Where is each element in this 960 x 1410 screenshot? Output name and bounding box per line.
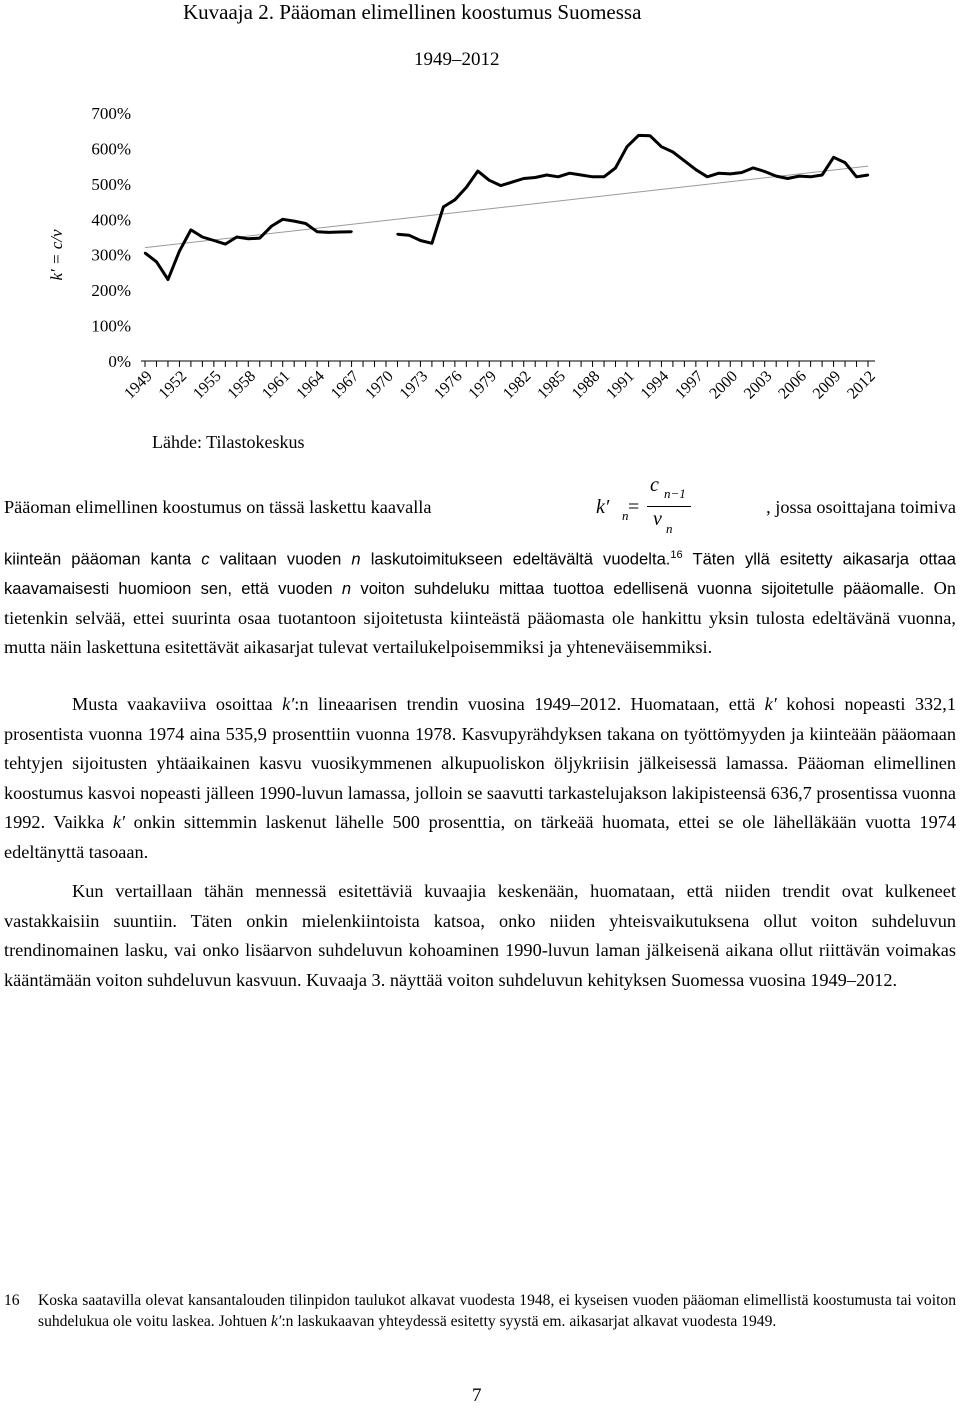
formula-lead-text: Pääoman elimellinen koostumus on tässä laskettu kaavalla <box>4 497 432 517</box>
data-point <box>178 250 180 252</box>
data-point <box>500 184 502 186</box>
x-tick-label: 1985 <box>534 367 569 403</box>
x-tick-label: 1994 <box>637 367 673 403</box>
data-point <box>683 160 685 162</box>
x-tick-label: 1949 <box>121 367 156 403</box>
data-point <box>832 156 834 158</box>
data-point <box>741 171 743 173</box>
x-tick-label: 1991 <box>603 367 638 403</box>
data-point <box>465 186 467 188</box>
data-point <box>764 170 766 172</box>
data-point <box>855 176 857 178</box>
data-point <box>775 175 777 177</box>
x-tick-label: 1952 <box>155 367 191 403</box>
data-point <box>339 231 341 233</box>
x-tick-label: 2003 <box>740 367 776 403</box>
data-point <box>637 134 639 136</box>
y-tick-label: 700% <box>91 104 131 123</box>
data-point <box>786 177 788 179</box>
formula-numerator-subscript: n−1 <box>664 486 686 501</box>
data-point <box>867 174 869 176</box>
data-point <box>316 230 318 232</box>
data-point <box>557 176 559 178</box>
data-point <box>660 145 662 147</box>
y-tick-label: 100% <box>91 316 131 336</box>
y-tick-label: 200% <box>91 281 131 301</box>
data-point <box>213 239 215 241</box>
data-point <box>706 176 708 178</box>
formula-row <box>4 474 956 540</box>
data-point <box>454 199 456 201</box>
data-point <box>327 231 329 233</box>
footnote-ref: 16 <box>670 549 683 561</box>
x-tick-label: 1979 <box>465 367 501 403</box>
y-tick-label: 500% <box>91 174 131 194</box>
data-point <box>155 261 157 263</box>
fraction-bar <box>647 506 691 507</box>
x-tick-label: 1967 <box>327 367 363 403</box>
data-point <box>603 176 605 178</box>
y-axis-label: k′ = c/v <box>47 229 66 281</box>
data-point <box>144 252 146 254</box>
data-point <box>523 177 525 179</box>
formula-numerator: c <box>650 474 659 496</box>
data-point <box>580 174 582 176</box>
data-point <box>190 229 192 231</box>
data-point <box>247 238 249 240</box>
data-point <box>649 134 651 136</box>
data-point <box>752 167 754 169</box>
formula-denominator: v <box>653 508 662 530</box>
x-tick-label: 1958 <box>224 367 260 403</box>
x-tick-label: 2009 <box>809 367 845 403</box>
y-tick-label: 600% <box>91 139 131 159</box>
data-point <box>293 220 295 222</box>
data-point <box>201 236 203 238</box>
x-tick-label: 1988 <box>568 367 604 403</box>
x-tick-label: 1955 <box>190 367 225 403</box>
data-point <box>270 225 272 227</box>
data-point <box>545 174 547 176</box>
footnote-text: Koska saatavilla olevat kansantalouden tilinpidon taulukot alkavat vuodesta 1948, ei kyseisen vuoden pääoman elimellistä koostumusta tai voiton suhdelukua ole voitu laskea. Johtuen k′:n laskukaavan yhteydessä esitetty syystä em. aikasarjat alkavat vuodesta 1949. <box>38 1292 956 1330</box>
data-point <box>511 181 513 183</box>
body-paragraph-2: Musta vaakaviiva osoittaa k′:n lineaarisen trendin vuosina 1949–2012. Huomataan, että k′ kohosi nopeasti 332,1 prosentista vuonna 1974 aina 535,9 prosenttiin vuonna 1978. Kasvupyrähdyksen takana on työttömyyden ja kiinteään pääomaan tehtyjen sijoitusten yhtäaikainen kasvu vuosikymmenen alkupuoliskon öljykriisin jälkeisessä lamassa. Pääoman elimellinen koostumus kasvoi nopeasti jälleen 1990-luvun lamassa, jolloin se saavutti tarkastelujakson lakipisteensä 636,7 prosentissa vuonna 1992. Vaikka k′ onkin sittemmin laskenut lähelle 500 prosenttia, on tärkeää huomata, ettei se ole lähelläkään vuotta 1974 edeltänyttä tasoaan. <box>4 694 957 862</box>
y-tick-label: 300% <box>91 245 131 265</box>
trend-line <box>145 166 868 247</box>
data-point <box>236 236 238 238</box>
y-tick-label: 400% <box>91 210 131 230</box>
x-tick-label: 1973 <box>396 367 432 403</box>
capital-composition-chart <box>0 80 960 430</box>
x-tick-label: 1961 <box>258 367 294 403</box>
formula-equals: = <box>628 496 640 518</box>
formula-tail-text: , jossa osoittajana toimiva <box>766 497 956 517</box>
series-line <box>398 135 869 243</box>
data-point <box>167 278 169 280</box>
x-tick-label: 2000 <box>706 367 742 403</box>
data-point <box>568 172 570 174</box>
x-tick-label: 1970 <box>362 367 397 403</box>
body-paragraph-1: kiinteän pääoman kanta c valitaan vuoden n laskutoimitukseen edeltävältä vuodelta.$^{16}$ Täten yllä esitetty aikasarja ottaa kaavamaisesti huomioon sen, että vuoden n voiton suhdeluku mittaa tuottoa edellisenä vuonna sijoitetulle pääomalle. On tietenkin selvää, ettei suurinta osaa tuotantoon sijoitetusta kiinteästä pääomasta ole hankittu yksin tulosta edeltävänä vuonna, mutta näin laskettuna esitettävät aikasarjat tulevat vertailukelpoisemmiksi ja yhteneväisemmiksi. <box>4 549 956 658</box>
chart-source: Lähde: Tilastokeskus <box>152 432 305 452</box>
data-point <box>821 174 823 176</box>
formula-k-subscript: n <box>622 508 629 523</box>
data-point <box>591 176 593 178</box>
x-tick-label: 1997 <box>672 367 707 403</box>
x-tick-label: 2012 <box>844 367 879 403</box>
x-tick-label: 1976 <box>431 367 466 403</box>
data-point <box>224 243 226 245</box>
data-point <box>259 237 261 239</box>
data-point <box>809 176 811 178</box>
data-point <box>626 145 628 147</box>
data-point <box>350 230 352 232</box>
data-point <box>477 170 479 172</box>
formula-k: k′ <box>596 496 610 518</box>
data-point <box>282 218 284 220</box>
data-point <box>614 167 616 169</box>
data-point <box>729 173 731 175</box>
data-point <box>672 151 674 153</box>
footnote-number: 16 <box>4 1292 20 1309</box>
x-tick-label: 1982 <box>499 367 535 403</box>
chart-subtitle: 1949–2012 <box>414 49 500 70</box>
y-tick-label: 0% <box>108 352 131 371</box>
data-point <box>488 179 490 181</box>
x-tick-label: 2006 <box>775 367 810 403</box>
data-point <box>431 242 433 244</box>
chart-title: Kuvaaja 2. Pääoman elimellinen koostumus Suomessa <box>183 0 642 24</box>
data-point <box>442 206 444 208</box>
footnote <box>4 1290 956 1332</box>
page-number: 7 <box>472 1385 482 1406</box>
data-point <box>844 161 846 163</box>
data-point <box>718 172 720 174</box>
data-point <box>798 175 800 177</box>
data-point <box>304 222 306 224</box>
formula-denominator-subscript: n <box>666 521 673 536</box>
data-point <box>534 176 536 178</box>
data-point <box>408 234 410 236</box>
x-tick-label: 1964 <box>293 367 328 403</box>
body-paragraph-3: Kun vertaillaan tähän mennessä esitettäviä kuvaajia keskenään, huomataan, että niiden trendit ovat kulkeneet vastakkaisiin suuntiin. Täten onkin mielenkiintoista katsoa, onko niiden yhteisvaikutuksena ollut voiton suhdeluvun trendinomainen lasku, vai onko lisäarvon suhdeluvun kohoaminen 1990-luvun laman jälkeisenä aikana ollut riittävän voimakas kääntämään voiton suhdeluvun kasvuun. Kuvaaja 3. näyttää voiton suhdeluvun kehityksen Suomessa vuosina 1949–2012. <box>4 881 956 990</box>
data-point <box>419 239 421 241</box>
data-point <box>396 233 398 235</box>
formula <box>592 474 702 540</box>
data-point <box>695 168 697 170</box>
